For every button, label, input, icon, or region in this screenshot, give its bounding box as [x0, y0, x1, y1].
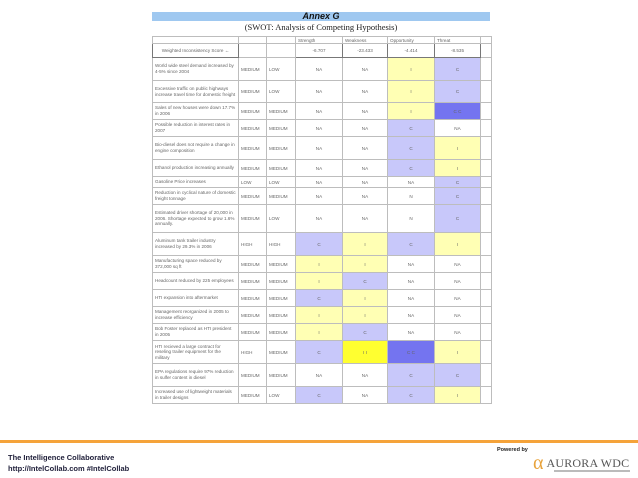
empty-cell: [481, 177, 492, 188]
table-row: [153, 58, 492, 81]
cell-threat: C: [435, 188, 481, 205]
row-description: Possible reduction in interest rates in 2007: [153, 120, 239, 137]
cell-opportunity: I: [388, 58, 435, 81]
cell-opportunity: NA: [388, 290, 435, 307]
empty-cell: [481, 44, 492, 58]
cell-strength: NA: [296, 205, 343, 233]
cell-strength: NA: [296, 188, 343, 205]
row-level-b: MEDIUM: [267, 324, 296, 341]
row-level-a: MEDIUM: [239, 273, 267, 290]
score-strength: -6.707: [296, 44, 343, 58]
cell-strength: NA: [296, 177, 343, 188]
cell-threat: NA: [435, 120, 481, 137]
cell-weakness: I: [343, 233, 388, 256]
annex-subtitle: (SWOT: Analysis of Competing Hypothesis): [244, 22, 398, 32]
header-weakness: Weakness: [343, 37, 388, 44]
table-row: [153, 273, 492, 290]
row-level-a: MEDIUM: [239, 205, 267, 233]
cell-strength: I: [296, 273, 343, 290]
cell-weakness: NA: [343, 205, 388, 233]
row-level-a: LOW: [239, 177, 267, 188]
row-level-b: LOW: [267, 205, 296, 233]
cell-weakness: NA: [343, 137, 388, 160]
empty-cell: [481, 290, 492, 307]
table-row: [153, 160, 492, 177]
cell-strength: C: [296, 233, 343, 256]
cell-strength: NA: [296, 364, 343, 387]
table-row: [153, 324, 492, 341]
footer-org: The Intelligence Collaborative: [8, 453, 115, 462]
cell-weakness: C: [343, 324, 388, 341]
alpha-logo-icon: α: [533, 452, 544, 474]
empty-cell: [481, 103, 492, 120]
table-row: [153, 256, 492, 273]
row-description: Management reorganized in 2005 to increase efficiency: [153, 307, 239, 324]
cell-strength: NA: [296, 81, 343, 103]
cell-strength: NA: [296, 120, 343, 137]
cell-strength: NA: [296, 137, 343, 160]
row-level-a: MEDIUM: [239, 188, 267, 205]
row-level-b: MEDIUM: [267, 120, 296, 137]
empty-cell: [481, 188, 492, 205]
empty-cell: [481, 233, 492, 256]
cell-threat: I: [435, 341, 481, 364]
cell-threat: NA: [435, 290, 481, 307]
header-cell: [481, 37, 492, 44]
row-level-b: MEDIUM: [267, 341, 296, 364]
cell-threat: NA: [435, 273, 481, 290]
cell-threat: I: [435, 233, 481, 256]
empty-cell: [481, 120, 492, 137]
empty-cell: [481, 324, 492, 341]
row-description: World wide steel demand increased by 4-5% since 2004: [153, 58, 239, 81]
empty-cell: [481, 205, 492, 233]
row-description: HTI expansion into aftermarket: [153, 290, 239, 307]
cell-weakness: I: [343, 307, 388, 324]
empty-cell: [481, 137, 492, 160]
cell-opportunity: NA: [388, 273, 435, 290]
row-description: Bob Foster replaced as HTI president in 2005: [153, 324, 239, 341]
cell-opportunity: N: [388, 205, 435, 233]
row-description: HTI recieved a large contract for reseling trailer equipment for the military: [153, 341, 239, 364]
row-description: Increased use of lightweight materials in trailer designs: [153, 387, 239, 404]
cell-threat: C: [435, 205, 481, 233]
table-row: [153, 188, 492, 205]
row-description: Reduction in cyclical nature of domestic freight tonnage: [153, 188, 239, 205]
cell-opportunity: C: [388, 387, 435, 404]
footer-url[interactable]: http://IntelCollab.com #IntelCollab: [8, 464, 130, 473]
cell-threat: NA: [435, 256, 481, 273]
empty-cell: [481, 273, 492, 290]
row-level-a: MEDIUM: [239, 81, 267, 103]
cell-weakness: I: [343, 256, 388, 273]
row-level-b: LOW: [267, 387, 296, 404]
cell-threat: NA: [435, 324, 481, 341]
cell-strength: NA: [296, 103, 343, 120]
cell-opportunity: N: [388, 188, 435, 205]
row-level-b: MEDIUM: [267, 137, 296, 160]
row-level-a: HIGH: [239, 233, 267, 256]
row-level-b: MEDIUM: [267, 160, 296, 177]
row-level-a: MEDIUM: [239, 120, 267, 137]
cell-opportunity: C: [388, 364, 435, 387]
cell-threat: NA: [435, 307, 481, 324]
table-row: [153, 205, 492, 233]
cell-strength: NA: [296, 58, 343, 81]
cell-weakness: NA: [343, 364, 388, 387]
empty-cell: [481, 364, 492, 387]
header-threat: Threat: [435, 37, 481, 44]
row-description: Headcount reduced by 225 employees: [153, 273, 239, 290]
empty-cell: [481, 81, 492, 103]
aurora-logo: [533, 454, 629, 472]
swot-ach-table: [152, 36, 492, 404]
table-row: [153, 364, 492, 387]
row-description: EPA regulations require 97% reduction in sulfer content in diesel: [153, 364, 239, 387]
powered-by-label: Powered by: [497, 447, 528, 453]
cell-threat: C C: [435, 103, 481, 120]
cell-opportunity: C: [388, 120, 435, 137]
empty-cell: [481, 307, 492, 324]
cell-strength: I: [296, 256, 343, 273]
cell-strength: I: [296, 307, 343, 324]
row-level-a: MEDIUM: [239, 160, 267, 177]
row-level-b: LOW: [267, 81, 296, 103]
cell-weakness: NA: [343, 81, 388, 103]
header-cell: [239, 37, 267, 44]
table-row: [153, 387, 492, 404]
empty-cell: [481, 160, 492, 177]
score-opportunity: -4.414: [388, 44, 435, 58]
cell-weakness: C: [343, 273, 388, 290]
row-level-b: MEDIUM: [267, 364, 296, 387]
row-level-a: MEDIUM: [239, 387, 267, 404]
row-level-a: MEDIUM: [239, 256, 267, 273]
row-level-b: LOW: [267, 58, 296, 81]
cell-strength: I: [296, 324, 343, 341]
empty-cell: [267, 44, 296, 58]
cell-strength: C: [296, 341, 343, 364]
score-label: Weighted Inconsistency Score ←: [153, 44, 239, 58]
empty-cell: [481, 58, 492, 81]
row-level-a: HIGH: [239, 341, 267, 364]
cell-weakness: NA: [343, 188, 388, 205]
row-description: Ethanol production increasing annually: [153, 160, 239, 177]
cell-threat: C: [435, 81, 481, 103]
cell-opportunity: C C: [388, 341, 435, 364]
cell-weakness: I I: [343, 341, 388, 364]
cell-opportunity: I: [388, 103, 435, 120]
cell-opportunity: NA: [388, 324, 435, 341]
score-weakness: -23.433: [343, 44, 388, 58]
cell-strength: NA: [296, 160, 343, 177]
row-level-a: MEDIUM: [239, 58, 267, 81]
row-description: Estimated driver shortage of 20,000 in 2006. Shortage expected to grow 1.6% annually.: [153, 205, 239, 233]
annex-title: Annex G: [152, 12, 490, 21]
cell-weakness: NA: [343, 103, 388, 120]
row-description: Excessive traffic on public highways increase travel time for domestic freight: [153, 81, 239, 103]
row-level-a: MEDIUM: [239, 324, 267, 341]
logo-tagline: [554, 470, 630, 472]
cell-threat: C: [435, 177, 481, 188]
row-level-b: MEDIUM: [267, 256, 296, 273]
cell-weakness: NA: [343, 177, 388, 188]
table-row: [153, 177, 492, 188]
row-level-b: LOW: [267, 177, 296, 188]
row-level-a: MEDIUM: [239, 364, 267, 387]
cell-threat: C: [435, 58, 481, 81]
footer-divider: [0, 440, 638, 443]
cell-weakness: I: [343, 290, 388, 307]
table-row: [153, 341, 492, 364]
header-strength: Strength: [296, 37, 343, 44]
cell-opportunity: NA: [388, 307, 435, 324]
row-level-a: MEDIUM: [239, 103, 267, 120]
table-row: [153, 307, 492, 324]
row-description: Aluminum tank trailer industry increased by 29.3% in 2006: [153, 233, 239, 256]
table-row: [153, 81, 492, 103]
cell-threat: I: [435, 137, 481, 160]
cell-weakness: NA: [343, 160, 388, 177]
cell-strength: C: [296, 387, 343, 404]
cell-threat: I: [435, 160, 481, 177]
score-threat: -8.535: [435, 44, 481, 58]
footer-credit: [8, 452, 129, 474]
cell-strength: C: [296, 290, 343, 307]
cell-opportunity: C: [388, 233, 435, 256]
row-level-a: MEDIUM: [239, 137, 267, 160]
empty-cell: [481, 256, 492, 273]
cell-opportunity: I: [388, 81, 435, 103]
cell-opportunity: NA: [388, 256, 435, 273]
empty-cell: [239, 44, 267, 58]
header-row: [153, 37, 492, 44]
header-cell: [267, 37, 296, 44]
row-level-b: MEDIUM: [267, 290, 296, 307]
score-row: [153, 44, 492, 58]
cell-threat: I: [435, 387, 481, 404]
cell-opportunity: C: [388, 137, 435, 160]
row-level-b: MEDIUM: [267, 273, 296, 290]
cell-opportunity: NA: [388, 177, 435, 188]
empty-cell: [481, 387, 492, 404]
cell-opportunity: C: [388, 160, 435, 177]
cell-weakness: NA: [343, 120, 388, 137]
table-row: [153, 290, 492, 307]
row-description: Sales of new houses were down 17.7% in 2006: [153, 103, 239, 120]
row-description: Gasoline Price increases: [153, 177, 239, 188]
table-row: [153, 137, 492, 160]
row-level-a: MEDIUM: [239, 290, 267, 307]
table-row: [153, 233, 492, 256]
row-level-b: MEDIUM: [267, 188, 296, 205]
header-opportunity: Opportunity: [388, 37, 435, 44]
row-level-b: MEDIUM: [267, 307, 296, 324]
row-level-b: HIGH: [267, 233, 296, 256]
cell-weakness: NA: [343, 387, 388, 404]
header-cell: [153, 37, 239, 44]
empty-cell: [481, 341, 492, 364]
row-description: Manufacturing space reduced by 372,000 sq ft: [153, 256, 239, 273]
table-row: [153, 120, 492, 137]
cell-threat: C: [435, 364, 481, 387]
cell-weakness: NA: [343, 58, 388, 81]
row-level-b: MEDIUM: [267, 103, 296, 120]
row-level-a: MEDIUM: [239, 307, 267, 324]
row-description: Bio-diesel does not require a change in engine composition: [153, 137, 239, 160]
logo-text: AURORA WDC: [546, 455, 630, 470]
table-row: [153, 103, 492, 120]
